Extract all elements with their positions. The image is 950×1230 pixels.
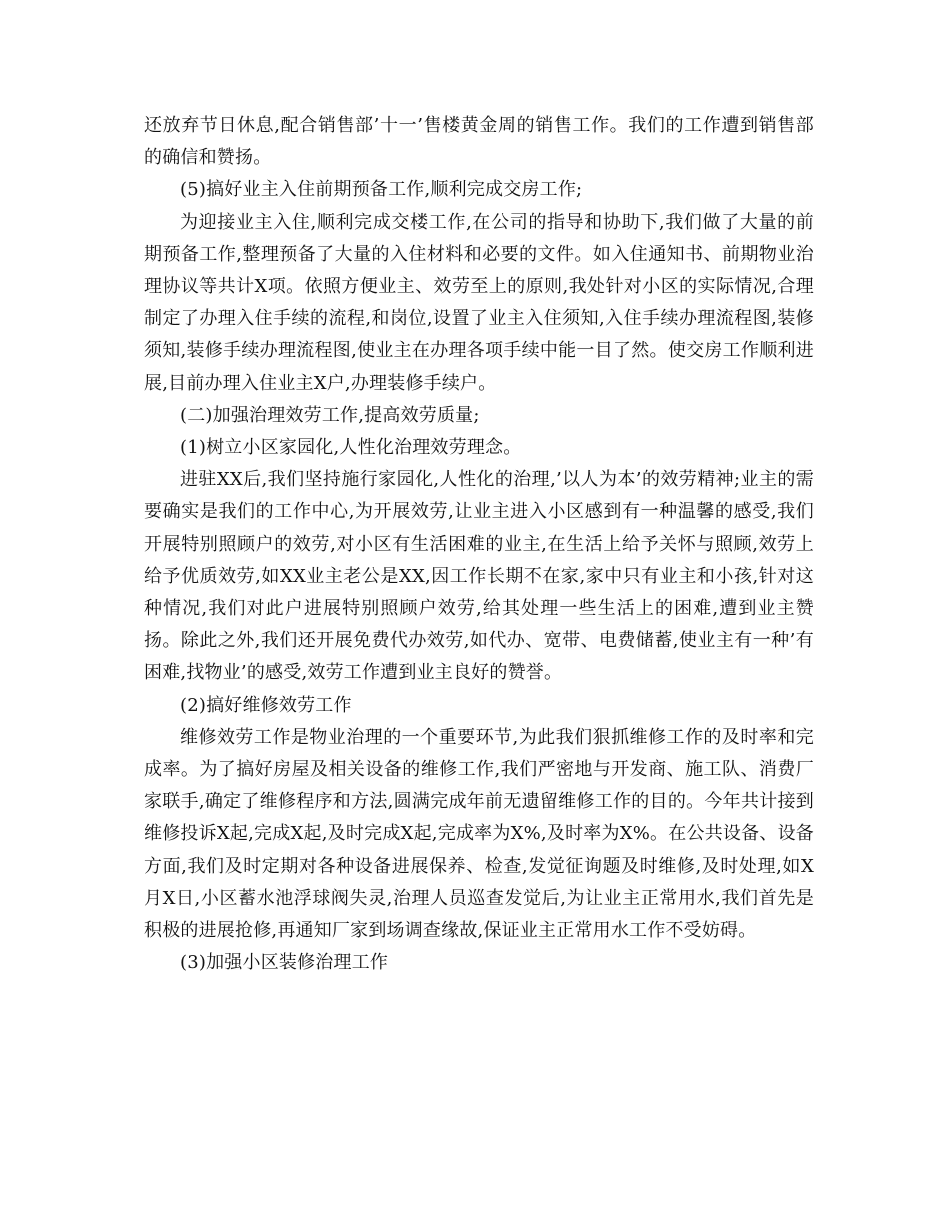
heading-renovation: (3)加强小区装修治理工作 bbox=[180, 952, 389, 974]
body-text bbox=[144, 110, 814, 979]
heading-maintenance: (2)搞好维修效劳工作 bbox=[180, 694, 352, 716]
heading-move-in-preparation: (5)搞好业主入住前期预备工作,顺利完成交房工作; bbox=[180, 179, 583, 201]
paragraph-maintenance: 维修效劳工作是物业治理的一个重要环节,为此我们狠抓维修工作的及时率和完成率。为了搞好房屋及相关设备的维修工作,我们严密地与开发商、施工队、消费厂家联手,确定了维修程序和方法,圆满完成年前无遗留维修工作的目的。今年共计接到维修投诉X起,完成X起,及时完成X起,完成率为X%,及时率为X%。在公共设备、设备方面,我们及时定期对各种设备进展保养、检查,发觉征询题及时维修,及时处理,如X月X日,小区蓄水池浮球阀失灵,治理人员巡查发觉后,为让业主正常用水,我们首先是积极的进展抢修,再通知厂家到场调查缘故,保证业主正常用水工作不受妨碍。 bbox=[144, 726, 814, 942]
heading-service-quality: (二)加强治理效劳工作,提高效劳质量; bbox=[180, 404, 480, 426]
paragraph-move-in: 为迎接业主入住,顺利完成交楼工作,在公司的指导和协助下,我们做了大量的前期预备工作,整理预备了大量的入住材料和必要的文件。如入住通知书、前期物业治理协议等共计X项。依照方便业主、效劳至上的原则,我处针对小区的实际情况,合理制定了办理入住手续的流程,和岗位,设置了业主入住须知,入住手续办理流程图,装修须知,装修手续办理流程图,使业主在办理各项手续中能一目了然。使交房工作顺利进展,目前办理入住业主X户,办理装修手续户。 bbox=[144, 211, 814, 394]
heading-service-concept: (1)树立小区家园化,人性化治理效劳理念。 bbox=[180, 437, 522, 459]
paragraph-service-concept: 进驻XX后,我们坚持施行家园化,人性化的治理,’以人为本’的效劳精神;业主的需要确实是我们的工作中心,为开展效劳,让业主进入小区感到有一种温馨的感受,我们开展特别照顾户的效劳,对小区有生活困难的业主,在生活上给予关怀与照顾,效劳上给予优质效劳,如XX业主老公是XX,因工作长期不在家,家中只有业主和小孩,针对这种情况,我们对此户进展特别照顾户效劳,给其处理一些生活上的困难,遭到业主赞扬。除此之外,我们还开展免费代办效劳,如代办、宽带、电费储蓄,使业主有一种’有困难,找物业’的感受,效劳工作遭到业主良好的赞誉。 bbox=[144, 469, 814, 684]
paragraph-continuation: 还放弃节日休息,配合销售部’十一’售楼黄金周的销售工作。我们的工作遭到销售部的确信和赞扬。 bbox=[144, 115, 814, 169]
